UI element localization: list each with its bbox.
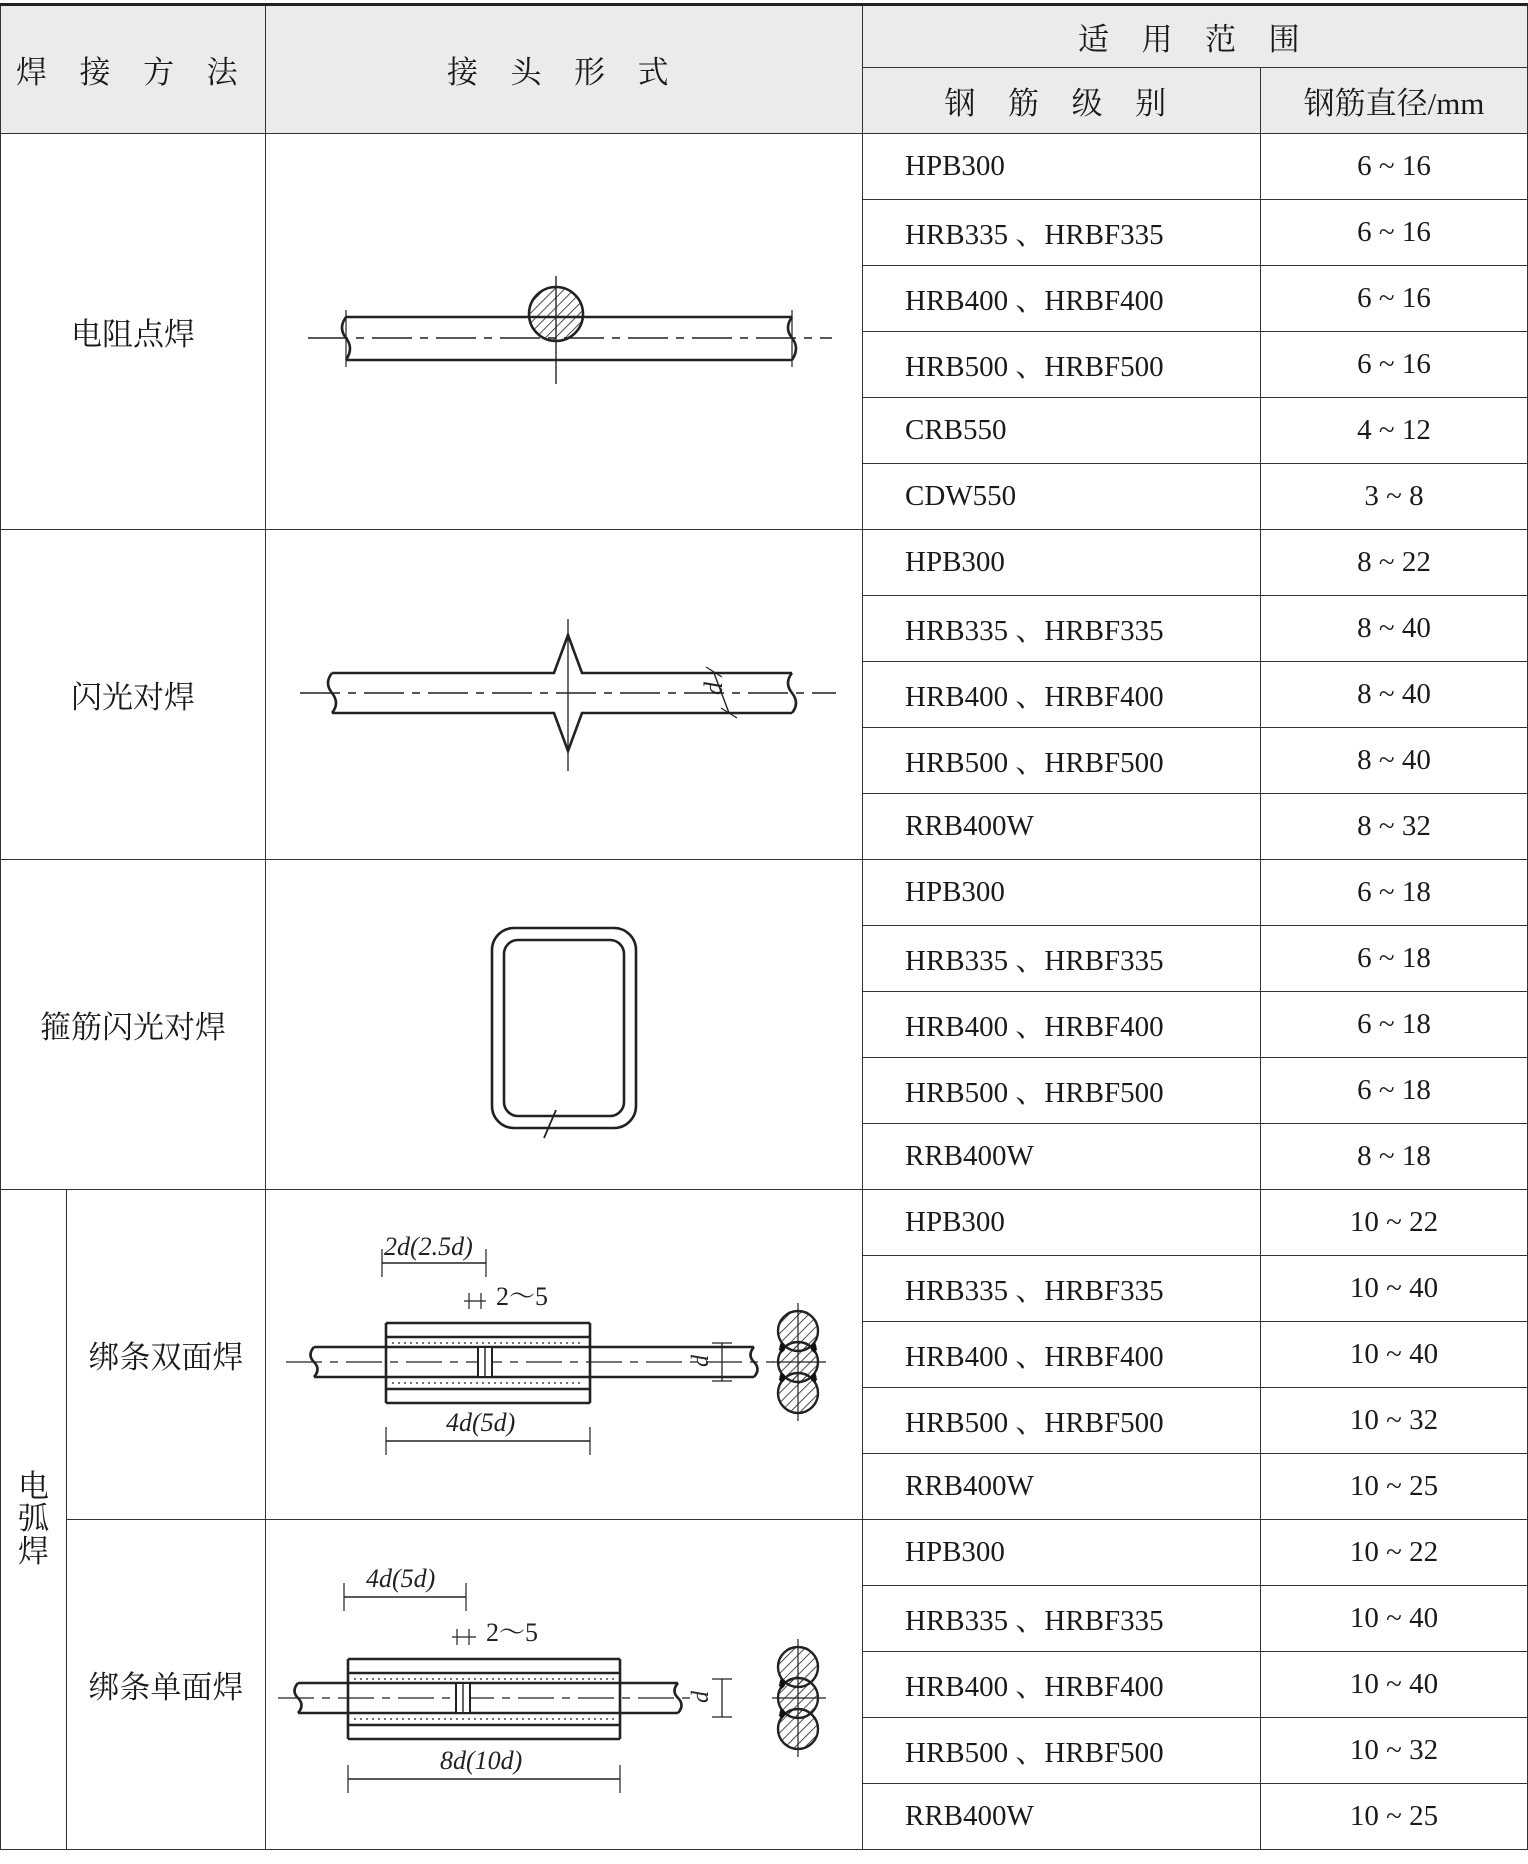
header-joint: 接 头 形 式: [266, 5, 863, 134]
diameter-cell: 8 ~ 40: [1261, 596, 1528, 662]
grade-cell: HPB300: [863, 530, 1261, 596]
grade-cell: HPB300: [863, 860, 1261, 926]
joint-figure-cell: [266, 1190, 863, 1520]
grade-cell: CRB550: [863, 398, 1261, 464]
welding-method-table: [0, 3, 1528, 1850]
grade-cell: HRB335 、HRBF335: [863, 200, 1261, 266]
grade-cell: HPB300: [863, 1190, 1261, 1256]
joint-figure-cell: [266, 530, 863, 860]
grade-cell: HPB300: [863, 1520, 1261, 1586]
grade-cell: RRB400W: [863, 1454, 1261, 1520]
dim-label-top: 4d(5d): [366, 1563, 436, 1593]
diameter-label-d: d: [699, 681, 728, 695]
diameter-cell: 6 ~ 16: [1261, 266, 1528, 332]
joint-figure-cell: [266, 134, 863, 530]
method-cell: 电阻点焊: [1, 134, 266, 530]
grade-cell: HRB400 、HRBF400: [863, 1322, 1261, 1388]
dim-label-d: d: [688, 1354, 714, 1367]
grade-cell: HRB500 、HRBF500: [863, 332, 1261, 398]
diameter-cell: 6 ~ 18: [1261, 926, 1528, 992]
single-side-strap-weld-figure: [274, 1535, 854, 1835]
diameter-cell: 8 ~ 40: [1261, 662, 1528, 728]
diameter-cell: 6 ~ 18: [1261, 1058, 1528, 1124]
grade-cell: HRB400 、HRBF400: [863, 1652, 1261, 1718]
grade-cell: HRB335 、HRBF335: [863, 596, 1261, 662]
grade-cell: HRB500 、HRBF500: [863, 1058, 1261, 1124]
diameter-cell: 10 ~ 22: [1261, 1190, 1528, 1256]
arc-weld-label: 电 弧 焊: [1, 1190, 67, 1850]
diameter-cell: 10 ~ 32: [1261, 1388, 1528, 1454]
grade-cell: HRB400 、HRBF400: [863, 662, 1261, 728]
grade-cell: HPB300: [863, 134, 1261, 200]
diameter-cell: 8 ~ 40: [1261, 728, 1528, 794]
joint-figure-cell: [266, 1520, 863, 1850]
method-cell: 绑条双面焊: [67, 1190, 266, 1520]
diameter-cell: 10 ~ 32: [1261, 1718, 1528, 1784]
grade-cell: HRB400 、HRBF400: [863, 992, 1261, 1058]
grade-cell: RRB400W: [863, 1784, 1261, 1850]
grade-cell: HRB335 、HRBF335: [863, 926, 1261, 992]
method-cell: 闪光对焊: [1, 530, 266, 860]
grade-cell: HRB400 、HRBF400: [863, 266, 1261, 332]
diameter-cell: 10 ~ 40: [1261, 1322, 1528, 1388]
diameter-cell: 8 ~ 32: [1261, 794, 1528, 860]
method-cell: 绑条单面焊: [67, 1520, 266, 1850]
grade-cell: RRB400W: [863, 1124, 1261, 1190]
dim-label-d: d: [688, 1690, 714, 1703]
diameter-cell: 10 ~ 25: [1261, 1454, 1528, 1520]
method-cell: 箍筋闪光对焊: [1, 860, 266, 1190]
diameter-cell: 10 ~ 25: [1261, 1784, 1528, 1850]
diameter-cell: 4 ~ 12: [1261, 398, 1528, 464]
grade-cell: HRB500 、HRBF500: [863, 1718, 1261, 1784]
flash-butt-weld-figure: [284, 615, 844, 775]
diameter-cell: 6 ~ 16: [1261, 134, 1528, 200]
grade-cell: CDW550: [863, 464, 1261, 530]
joint-figure-cell: [266, 860, 863, 1190]
dim-label-gap: 2～5: [486, 1617, 539, 1647]
header-method: 焊 接 方 法: [1, 5, 266, 134]
header-grade: 钢 筋 级 别: [863, 68, 1261, 134]
resistance-spot-weld-figure: [284, 272, 844, 392]
diameter-cell: 8 ~ 22: [1261, 530, 1528, 596]
header-scope: 适 用 范 围: [863, 5, 1528, 68]
diameter-cell: 6 ~ 18: [1261, 860, 1528, 926]
diameter-cell: 10 ~ 40: [1261, 1586, 1528, 1652]
diameter-cell: 8 ~ 18: [1261, 1124, 1528, 1190]
header-diameter: 钢筋直径/mm: [1261, 68, 1528, 134]
diameter-cell: 10 ~ 22: [1261, 1520, 1528, 1586]
diameter-cell: 10 ~ 40: [1261, 1652, 1528, 1718]
dim-label-bottom: 8d(10d): [440, 1745, 523, 1775]
diameter-cell: 6 ~ 16: [1261, 332, 1528, 398]
diameter-cell: 6 ~ 16: [1261, 200, 1528, 266]
dim-label-bottom: 4d(5d): [446, 1407, 516, 1437]
grade-cell: HRB500 、HRBF500: [863, 728, 1261, 794]
diameter-cell: 3 ~ 8: [1261, 464, 1528, 530]
dim-label-gap: 2～5: [496, 1281, 549, 1311]
stirrup-flash-weld-figure: [464, 910, 664, 1140]
grade-cell: HRB335 、HRBF335: [863, 1586, 1261, 1652]
grade-cell: HRB335 、HRBF335: [863, 1256, 1261, 1322]
grade-cell: RRB400W: [863, 794, 1261, 860]
dim-label-top: 2d(2.5d): [384, 1231, 473, 1261]
diameter-cell: 6 ~ 18: [1261, 992, 1528, 1058]
grade-cell: HRB500 、HRBF500: [863, 1388, 1261, 1454]
diameter-cell: 10 ~ 40: [1261, 1256, 1528, 1322]
double-side-strap-weld-figure: [274, 1205, 854, 1505]
